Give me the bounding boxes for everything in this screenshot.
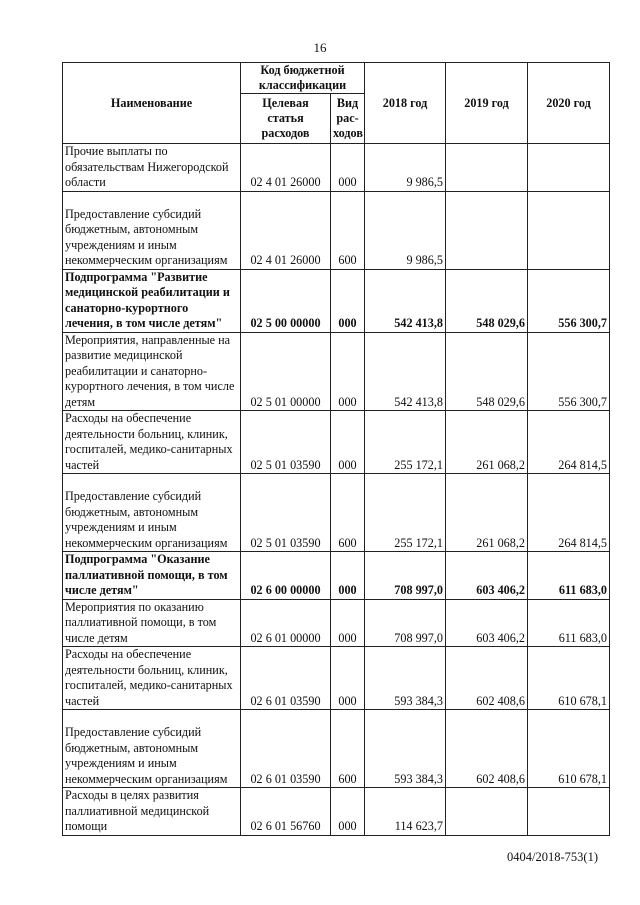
row-name-cell: Мероприятия по оказанию паллиативной помощи, в том числе детям bbox=[63, 599, 241, 647]
table-row bbox=[63, 332, 610, 411]
row-name-cell: Мероприятия, направленные на развитие медицинской реабилитации и санаторно-курортного лечения, в том числе детям bbox=[63, 332, 241, 411]
row-2018-cell: 708 997,0 bbox=[365, 599, 446, 647]
header-2020: 2020 год bbox=[528, 63, 610, 144]
row-expense-type-cell: 000 bbox=[331, 552, 365, 600]
row-2019-cell: 548 029,6 bbox=[446, 269, 528, 332]
row-expense-type-cell: 600 bbox=[331, 191, 365, 269]
header-target: Целевая статья расходов bbox=[241, 94, 331, 144]
row-expense-type-cell: 000 bbox=[331, 332, 365, 411]
table-row bbox=[63, 144, 610, 192]
header-2019: 2019 год bbox=[446, 63, 528, 144]
row-2019-cell bbox=[446, 788, 528, 836]
table-row bbox=[63, 552, 610, 600]
row-expense-type-cell: 000 bbox=[331, 788, 365, 836]
row-2019-cell: 261 068,2 bbox=[446, 474, 528, 552]
table-row bbox=[63, 269, 610, 332]
row-name-cell: Предоставление субсидий бюджетным, автономным учреждениям и иным некоммерческим организациям bbox=[63, 474, 241, 552]
row-2018-cell: 255 172,1 bbox=[365, 411, 446, 474]
row-2020-cell bbox=[528, 144, 610, 192]
header-type: Вид рас-ходов bbox=[331, 94, 365, 144]
header-name: Наименование bbox=[63, 63, 241, 144]
row-2020-cell: 556 300,7 bbox=[528, 332, 610, 411]
row-2020-cell: 611 683,0 bbox=[528, 599, 610, 647]
row-2019-cell: 603 406,2 bbox=[446, 552, 528, 600]
table-row bbox=[63, 599, 610, 647]
row-2018-cell: 255 172,1 bbox=[365, 474, 446, 552]
row-2020-cell: 556 300,7 bbox=[528, 269, 610, 332]
row-2020-cell bbox=[528, 788, 610, 836]
row-2020-cell: 611 683,0 bbox=[528, 552, 610, 600]
row-target-code-cell: 02 6 01 03590 bbox=[241, 647, 331, 710]
row-2018-cell: 542 413,8 bbox=[365, 269, 446, 332]
row-expense-type-cell: 600 bbox=[331, 710, 365, 788]
row-target-code-cell: 02 6 00 00000 bbox=[241, 552, 331, 600]
header-2018: 2018 год bbox=[365, 63, 446, 144]
row-2018-cell: 9 986,5 bbox=[365, 191, 446, 269]
row-2019-cell: 603 406,2 bbox=[446, 599, 528, 647]
document-number: 0404/2018-753(1) bbox=[507, 850, 598, 864]
row-2018-cell: 593 384,3 bbox=[365, 710, 446, 788]
row-2018-cell: 708 997,0 bbox=[365, 552, 446, 600]
row-2020-cell bbox=[528, 191, 610, 269]
row-2018-cell: 9 986,5 bbox=[365, 144, 446, 192]
row-target-code-cell: 02 6 01 00000 bbox=[241, 599, 331, 647]
row-expense-type-cell: 600 bbox=[331, 474, 365, 552]
row-2019-cell bbox=[446, 144, 528, 192]
table-row bbox=[63, 474, 610, 552]
row-2019-cell bbox=[446, 191, 528, 269]
row-target-code-cell: 02 5 01 00000 bbox=[241, 332, 331, 411]
row-name-cell: Расходы на обеспечение деятельности больниц, клиник, госпиталей, медико-санитарных частей bbox=[63, 411, 241, 474]
row-2020-cell: 264 814,5 bbox=[528, 474, 610, 552]
row-name-cell: Подпрограмма "Оказание паллиативной помощи, в том числе детям" bbox=[63, 552, 241, 600]
row-target-code-cell: 02 4 01 26000 bbox=[241, 144, 331, 192]
row-2018-cell: 542 413,8 bbox=[365, 332, 446, 411]
table-row bbox=[63, 647, 610, 710]
table-row bbox=[63, 191, 610, 269]
row-expense-type-cell: 000 bbox=[331, 269, 365, 332]
row-2018-cell: 114 623,7 bbox=[365, 788, 446, 836]
row-name-cell: Предоставление субсидий бюджетным, автономным учреждениям и иным некоммерческим организациям bbox=[63, 191, 241, 269]
row-expense-type-cell: 000 bbox=[331, 411, 365, 474]
budget-table bbox=[62, 62, 610, 836]
row-expense-type-cell: 000 bbox=[331, 647, 365, 710]
row-target-code-cell: 02 6 01 56760 bbox=[241, 788, 331, 836]
row-2020-cell: 610 678,1 bbox=[528, 647, 610, 710]
row-target-code-cell: 02 4 01 26000 bbox=[241, 191, 331, 269]
table-body bbox=[63, 144, 610, 836]
row-name-cell: Подпрограмма "Развитие медицинской реабилитации и санаторно-курортного лечения, в том числе детям" bbox=[63, 269, 241, 332]
page-number: 16 bbox=[313, 40, 327, 55]
row-2020-cell: 610 678,1 bbox=[528, 710, 610, 788]
row-name-cell: Расходы на обеспечение деятельности больниц, клиник, госпиталей, медико-санитарных частей bbox=[63, 647, 241, 710]
row-target-code-cell: 02 6 01 03590 bbox=[241, 710, 331, 788]
table-row bbox=[63, 788, 610, 836]
row-2019-cell: 602 408,6 bbox=[446, 710, 528, 788]
table-row bbox=[63, 710, 610, 788]
row-target-code-cell: 02 5 00 00000 bbox=[241, 269, 331, 332]
row-2020-cell: 264 814,5 bbox=[528, 411, 610, 474]
row-name-cell: Прочие выплаты по обязательствам Нижегородской области bbox=[63, 144, 241, 192]
row-2019-cell: 548 029,6 bbox=[446, 332, 528, 411]
row-2018-cell: 593 384,3 bbox=[365, 647, 446, 710]
row-2019-cell: 602 408,6 bbox=[446, 647, 528, 710]
header-code-group: Код бюджетной классификации bbox=[241, 63, 365, 94]
row-target-code-cell: 02 5 01 03590 bbox=[241, 474, 331, 552]
table-row bbox=[63, 411, 610, 474]
row-expense-type-cell: 000 bbox=[331, 144, 365, 192]
row-2019-cell: 261 068,2 bbox=[446, 411, 528, 474]
table-header bbox=[63, 63, 610, 144]
row-expense-type-cell: 000 bbox=[331, 599, 365, 647]
row-target-code-cell: 02 5 01 03590 bbox=[241, 411, 331, 474]
row-name-cell: Расходы в целях развития паллиативной медицинской помощи bbox=[63, 788, 241, 836]
row-name-cell: Предоставление субсидий бюджетным, автономным учреждениям и иным некоммерческим организациям bbox=[63, 710, 241, 788]
